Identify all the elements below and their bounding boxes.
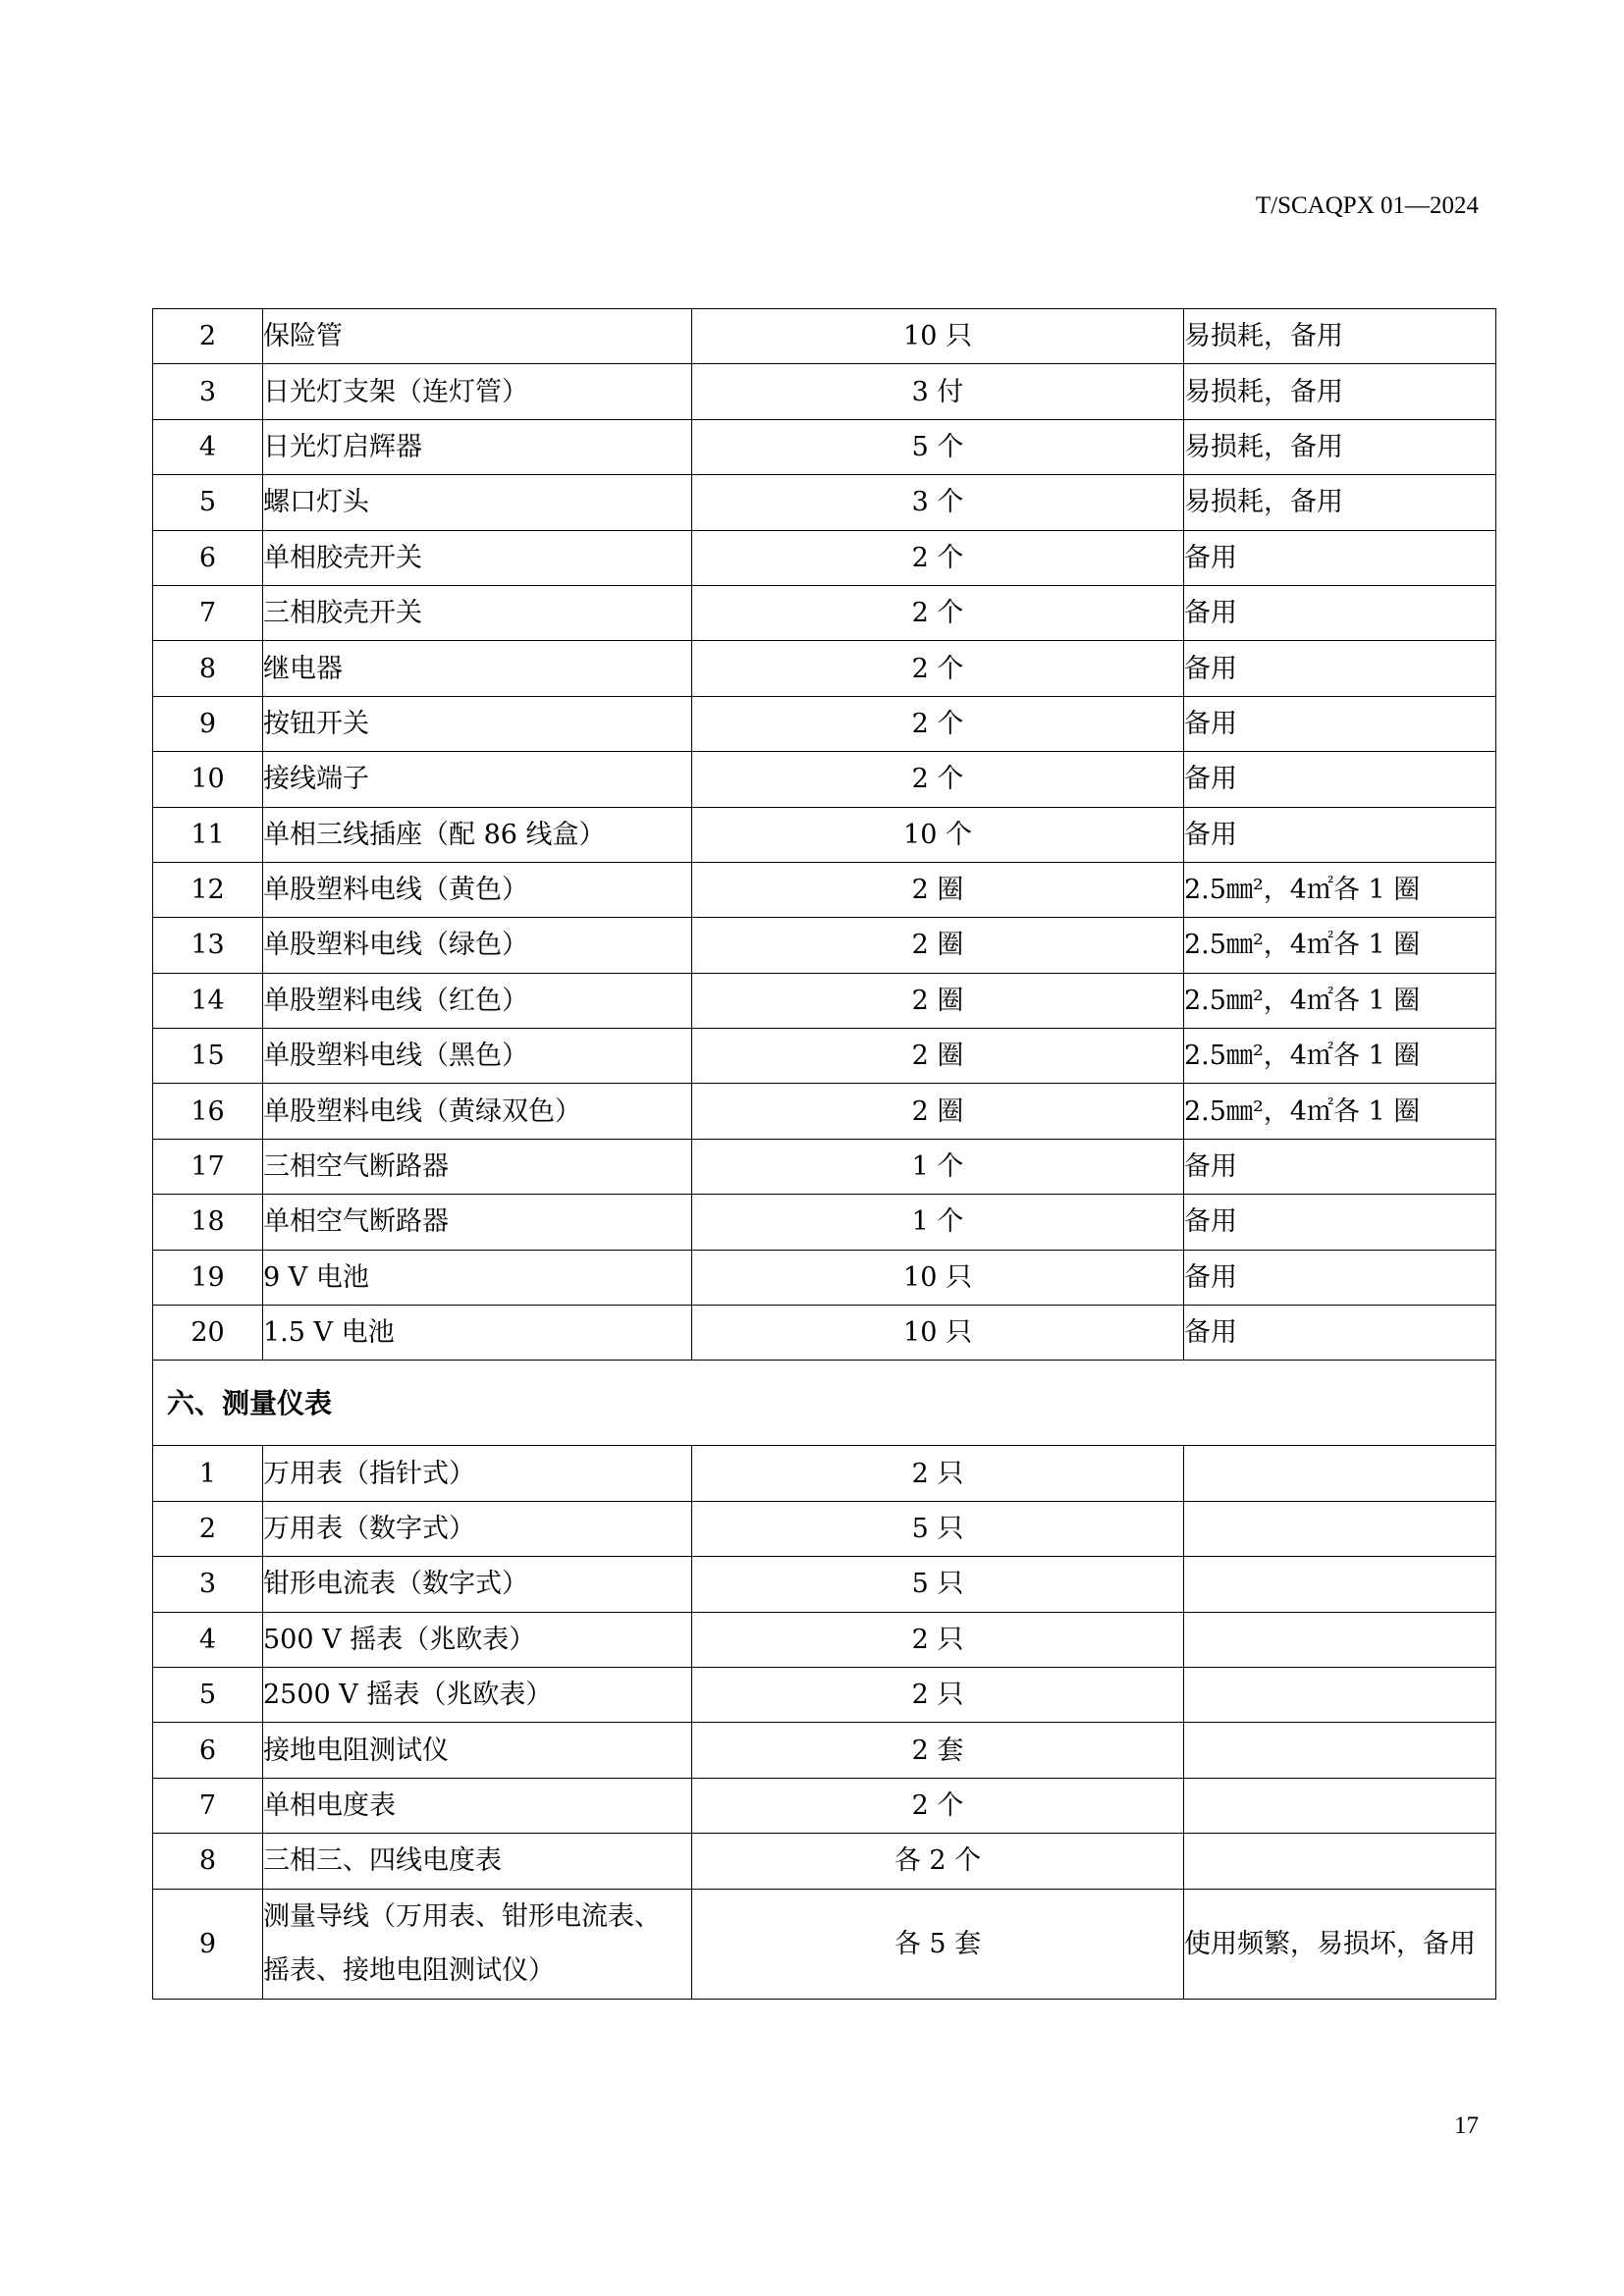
item-number: 20 — [153, 1306, 263, 1361]
table-row — [153, 1667, 1496, 1722]
item-number: 4 — [153, 419, 263, 474]
item-quantity: 2 只 — [692, 1667, 1184, 1722]
table-row — [153, 641, 1496, 696]
table-row — [153, 1029, 1496, 1084]
item-note: 备用 — [1184, 752, 1496, 807]
table-row — [153, 1501, 1496, 1556]
item-name: 接地电阻测试仪 — [263, 1723, 692, 1778]
item-quantity: 5 个 — [692, 419, 1184, 474]
item-quantity: 2 个 — [692, 585, 1184, 640]
item-name: 单相空气断路器 — [263, 1195, 692, 1250]
item-name: 钳形电流表（数字式） — [263, 1557, 692, 1612]
item-name: 1.5 V 电池 — [263, 1306, 692, 1361]
item-note: 备用 — [1184, 585, 1496, 640]
item-quantity: 2 个 — [692, 696, 1184, 751]
item-quantity: 2 只 — [692, 1446, 1184, 1501]
table-row — [153, 1306, 1496, 1361]
item-quantity: 3 付 — [692, 364, 1184, 419]
table-row — [153, 752, 1496, 807]
item-quantity: 10 只 — [692, 1250, 1184, 1305]
table-row — [153, 1778, 1496, 1833]
item-name: 9 V 电池 — [263, 1250, 692, 1305]
item-note: 备用 — [1184, 1250, 1496, 1305]
item-quantity: 3 个 — [692, 475, 1184, 530]
item-number: 2 — [153, 1501, 263, 1556]
item-number: 14 — [153, 973, 263, 1028]
item-note: 易损耗，备用 — [1184, 309, 1496, 364]
item-number: 9 — [153, 696, 263, 751]
item-number: 8 — [153, 1834, 263, 1889]
item-quantity: 2 个 — [692, 641, 1184, 696]
table-row — [153, 696, 1496, 751]
item-name: 单相胶壳开关 — [263, 530, 692, 585]
item-quantity: 10 只 — [692, 1306, 1184, 1361]
item-quantity: 2 圈 — [692, 973, 1184, 1028]
item-name: 万用表（指针式） — [263, 1446, 692, 1501]
item-note: 备用 — [1184, 641, 1496, 696]
item-quantity: 2 个 — [692, 530, 1184, 585]
table-row — [153, 475, 1496, 530]
table-row — [153, 807, 1496, 862]
item-name: 三相胶壳开关 — [263, 585, 692, 640]
item-quantity: 10 个 — [692, 807, 1184, 862]
page-number: 17 — [1454, 2112, 1479, 2139]
table-row — [153, 973, 1496, 1028]
table-row — [153, 530, 1496, 585]
table-row — [153, 1446, 1496, 1501]
item-note: 2.5㎜²，4㎡各 1 圈 — [1184, 862, 1496, 917]
item-name: 2500 V 摇表（兆欧表） — [263, 1667, 692, 1722]
equipment-table-body — [153, 309, 1496, 2000]
item-quantity: 1 个 — [692, 1195, 1184, 1250]
item-note: 2.5㎜²，4㎡各 1 圈 — [1184, 1029, 1496, 1084]
item-number: 16 — [153, 1084, 263, 1139]
item-note — [1184, 1834, 1496, 1889]
item-name: 测量导线（万用表、钳形电流表、摇表、接地电阻测试仪） — [263, 1889, 692, 1999]
item-quantity: 2 个 — [692, 1778, 1184, 1833]
item-quantity: 2 只 — [692, 1612, 1184, 1667]
item-quantity: 10 只 — [692, 309, 1184, 364]
item-quantity: 2 圈 — [692, 1029, 1184, 1084]
item-number: 3 — [153, 364, 263, 419]
item-number: 12 — [153, 862, 263, 917]
item-number: 6 — [153, 1723, 263, 1778]
item-number: 5 — [153, 1667, 263, 1722]
item-number: 13 — [153, 918, 263, 973]
item-number: 6 — [153, 530, 263, 585]
item-quantity: 2 圈 — [692, 918, 1184, 973]
item-name: 单股塑料电线（黑色） — [263, 1029, 692, 1084]
item-number: 4 — [153, 1612, 263, 1667]
table-row — [153, 1084, 1496, 1139]
item-note: 2.5㎜²，4㎡各 1 圈 — [1184, 918, 1496, 973]
item-name: 三相三、四线电度表 — [263, 1834, 692, 1889]
table-row — [153, 1139, 1496, 1194]
item-quantity: 5 只 — [692, 1557, 1184, 1612]
item-number: 5 — [153, 475, 263, 530]
item-name: 单股塑料电线（绿色） — [263, 918, 692, 973]
item-note — [1184, 1667, 1496, 1722]
item-note: 备用 — [1184, 1306, 1496, 1361]
item-note: 备用 — [1184, 1139, 1496, 1194]
item-name: 日光灯启辉器 — [263, 419, 692, 474]
item-name: 接线端子 — [263, 752, 692, 807]
item-name: 螺口灯头 — [263, 475, 692, 530]
item-name: 日光灯支架（连灯管） — [263, 364, 692, 419]
item-number: 7 — [153, 1778, 263, 1833]
item-number: 7 — [153, 585, 263, 640]
item-note: 备用 — [1184, 530, 1496, 585]
item-note: 备用 — [1184, 696, 1496, 751]
item-number: 1 — [153, 1446, 263, 1501]
item-note — [1184, 1778, 1496, 1833]
item-quantity: 2 个 — [692, 752, 1184, 807]
item-note: 2.5㎜²，4㎡各 1 圈 — [1184, 973, 1496, 1028]
item-quantity: 1 个 — [692, 1139, 1184, 1194]
item-note — [1184, 1723, 1496, 1778]
item-quantity: 2 圈 — [692, 1084, 1184, 1139]
item-number: 17 — [153, 1139, 263, 1194]
table-row — [153, 1557, 1496, 1612]
item-name: 单股塑料电线（黄色） — [263, 862, 692, 917]
item-note: 易损耗，备用 — [1184, 475, 1496, 530]
item-quantity: 2 套 — [692, 1723, 1184, 1778]
table-row — [153, 862, 1496, 917]
item-number: 15 — [153, 1029, 263, 1084]
section-heading-row — [153, 1361, 1496, 1446]
item-number: 11 — [153, 807, 263, 862]
item-note — [1184, 1501, 1496, 1556]
table-row — [153, 1889, 1496, 1999]
item-name: 单股塑料电线（黄绿双色） — [263, 1084, 692, 1139]
item-quantity: 各 2 个 — [692, 1834, 1184, 1889]
item-number: 9 — [153, 1889, 263, 1999]
equipment-table — [152, 308, 1496, 2000]
item-number: 10 — [153, 752, 263, 807]
item-number: 19 — [153, 1250, 263, 1305]
item-number: 18 — [153, 1195, 263, 1250]
item-note: 易损耗，备用 — [1184, 419, 1496, 474]
table-row — [153, 1723, 1496, 1778]
item-quantity: 2 圈 — [692, 862, 1184, 917]
section-title: 六、测量仪表 — [153, 1361, 1496, 1446]
item-name: 万用表（数字式） — [263, 1501, 692, 1556]
item-note: 易损耗，备用 — [1184, 364, 1496, 419]
table-row — [153, 309, 1496, 364]
item-name: 单相三线插座（配 86 线盒） — [263, 807, 692, 862]
table-row — [153, 1250, 1496, 1305]
item-quantity: 5 只 — [692, 1501, 1184, 1556]
table-row — [153, 1834, 1496, 1889]
document-code: T/SCAQPX 01—2024 — [1255, 192, 1479, 219]
item-name: 保险管 — [263, 309, 692, 364]
item-name: 继电器 — [263, 641, 692, 696]
item-note: 使用频繁，易损坏，备用 — [1184, 1889, 1496, 1999]
table-row — [153, 419, 1496, 474]
item-quantity: 各 5 套 — [692, 1889, 1184, 1999]
table-row — [153, 918, 1496, 973]
table-row — [153, 1612, 1496, 1667]
item-name: 单股塑料电线（红色） — [263, 973, 692, 1028]
table-row — [153, 364, 1496, 419]
item-note: 备用 — [1184, 807, 1496, 862]
table-row — [153, 1195, 1496, 1250]
item-number: 2 — [153, 309, 263, 364]
item-name: 按钮开关 — [263, 696, 692, 751]
item-note — [1184, 1446, 1496, 1501]
item-note: 2.5㎜²，4㎡各 1 圈 — [1184, 1084, 1496, 1139]
item-note — [1184, 1557, 1496, 1612]
table-row — [153, 585, 1496, 640]
item-number: 8 — [153, 641, 263, 696]
item-name: 三相空气断路器 — [263, 1139, 692, 1194]
item-note — [1184, 1612, 1496, 1667]
item-note: 备用 — [1184, 1195, 1496, 1250]
item-name: 单相电度表 — [263, 1778, 692, 1833]
item-number: 3 — [153, 1557, 263, 1612]
item-name: 500 V 摇表（兆欧表） — [263, 1612, 692, 1667]
